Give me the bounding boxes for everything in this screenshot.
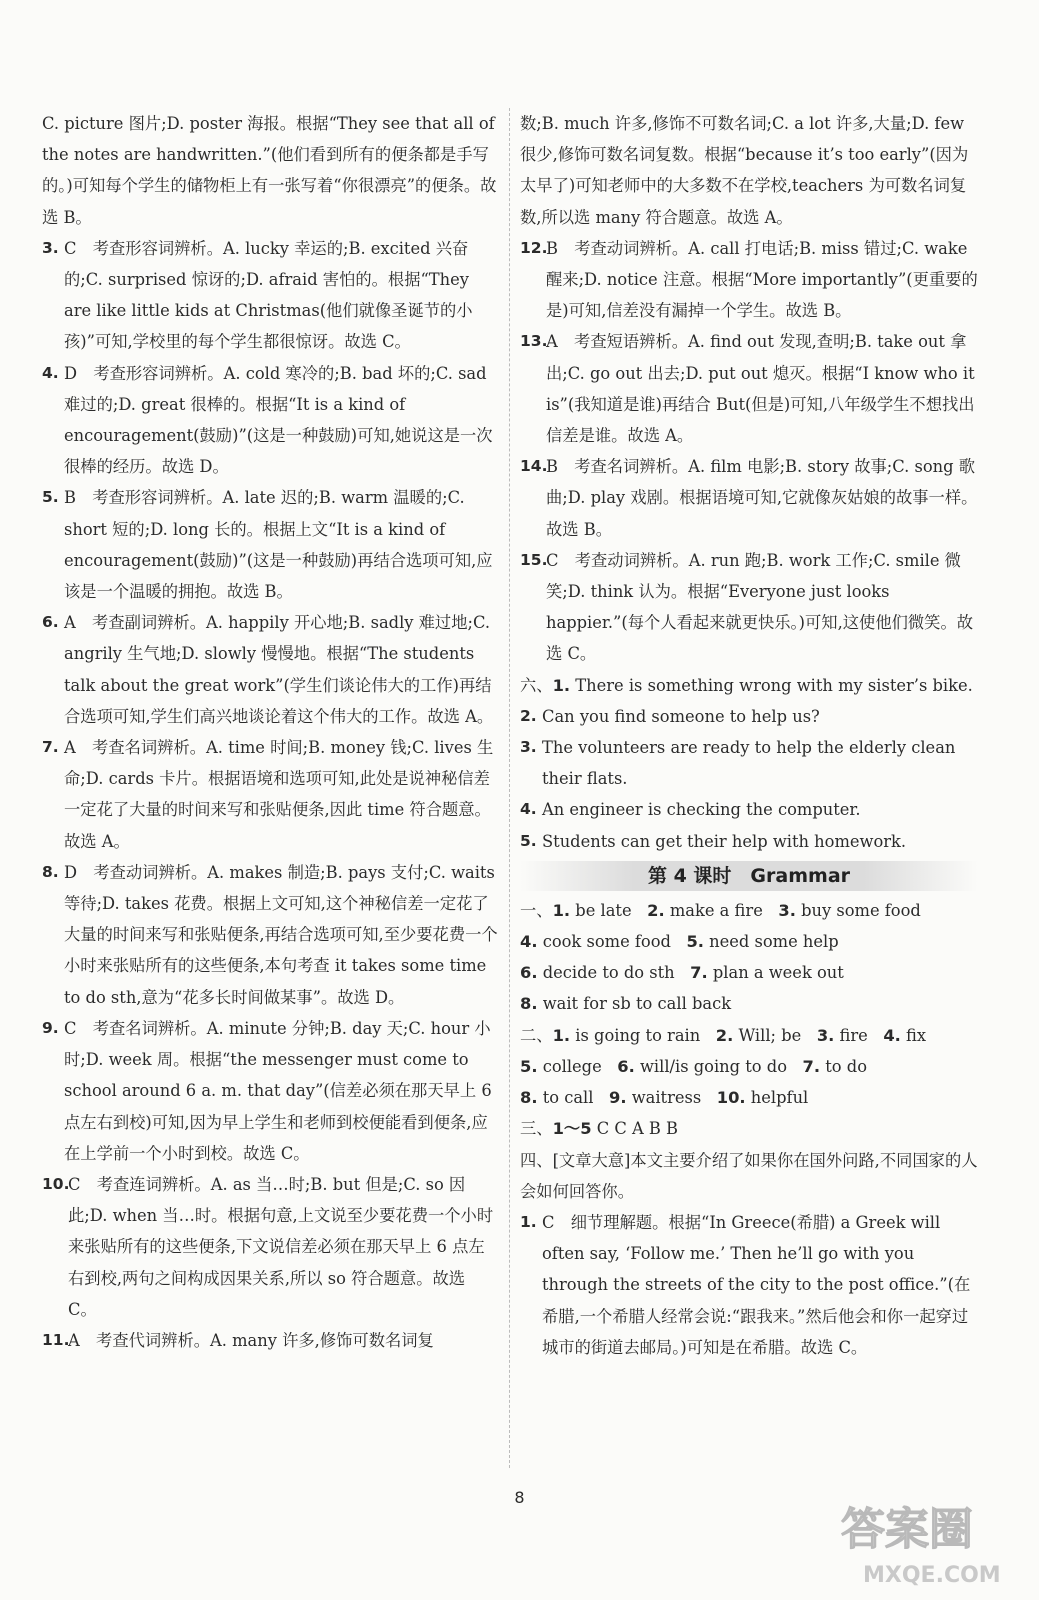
sentence-text: There is something wrong with my sister’s bike. bbox=[575, 675, 973, 695]
sentence-text: Can you find someone to help us? bbox=[542, 706, 820, 726]
answer-text: C 考查形容词辨析。A. lucky 幸运的;B. excited 兴奋的;C. surprised 惊讶的;D. afraid 害怕的。根据“They are like little kids at Christmas(他们就像圣诞节的小孩)”可知,学校里的每个学生都很惊讶。故选 C。 bbox=[64, 238, 473, 352]
answer-text: A 考查代词辨析。A. many 许多,修饰可数名词复 bbox=[68, 1330, 434, 1350]
answer-item bbox=[42, 358, 498, 483]
answer-text: A 考查名词辨析。A. time 时间;B. money 钱;C. lives 生命;D. cards 卡片。根据语境和选项可知,此处是说神秘信差一定花了大量的时间来写和张贴便条,因此 time 符合题意。故选 A。 bbox=[64, 738, 494, 851]
grammar-answer: Will; be bbox=[738, 1025, 802, 1045]
grammar-lead: 三、 bbox=[520, 1119, 553, 1139]
grammar-number: 7. bbox=[802, 1056, 821, 1076]
sentence-item bbox=[520, 794, 978, 825]
svg-text:答案圈: 答案圈 bbox=[841, 1504, 973, 1555]
grammar-number: 2. bbox=[715, 1025, 734, 1045]
grammar-number: 1～5 bbox=[552, 1119, 592, 1139]
grammar-answer: need some help bbox=[709, 932, 839, 952]
answer-item bbox=[42, 1325, 498, 1356]
grammar-line bbox=[520, 957, 978, 988]
sentence-text: An engineer is checking the computer. bbox=[542, 800, 861, 820]
sentence-item bbox=[520, 670, 978, 701]
answer-item bbox=[42, 482, 498, 607]
answer-item bbox=[42, 1013, 498, 1169]
answer-text: C 考查连词辨析。A. as 当…时;B. but 但是;C. so 因此;D. when 当…时。根据句意,上文说至少要花费一个小时来张贴所有的这些便条,下文说信差必须在那天早上 6 点左右到校,两句之间构成因果关系,所以 so 符合题意。故选 C。 bbox=[68, 1174, 494, 1319]
answer-item bbox=[520, 326, 978, 451]
grammar-answer: fix bbox=[906, 1025, 927, 1045]
section-six-lead: 六、 bbox=[520, 675, 553, 695]
answer-number: 10. bbox=[42, 1174, 70, 1193]
sentence-number: 1. bbox=[552, 675, 571, 695]
section-four-intro bbox=[520, 1145, 978, 1207]
grammar-line bbox=[520, 926, 978, 957]
grammar-number: 8. bbox=[520, 994, 538, 1014]
grammar-number: 1. bbox=[552, 900, 571, 920]
grammar-number: 3. bbox=[778, 900, 796, 920]
answer-text: C 考查动词辨析。A. run 跑;B. work 工作;C. smile 微笑;D. think 认为。根据“Everyone just looks happier.”(每个人看起来就更快乐。)可知,这使他们微笑。故选 C。 bbox=[546, 550, 974, 664]
right-items bbox=[520, 108, 978, 670]
sentence-text: The volunteers are ready to help the elderly clean their flats. bbox=[542, 738, 956, 789]
answer-text: 数;B. much 许多,修饰不可数名词;C. a lot 许多,大量;D. few 很少,修饰可数名词复数。根据“because it’s too early”(因为太早了)可知老师中的大多数不在学校,teachers 为可数名词复数,所以选 many 符合题意。故选 A。 bbox=[520, 114, 969, 227]
grammar-answers bbox=[520, 895, 978, 1145]
grammar-lead: 二、 bbox=[520, 1025, 553, 1045]
grammar-line bbox=[520, 1082, 978, 1113]
grammar-answer: is going to rain bbox=[575, 1025, 701, 1045]
grammar-line bbox=[520, 1020, 978, 1051]
right-column bbox=[520, 108, 978, 1363]
page-number: 8 bbox=[514, 1488, 525, 1507]
q1-text: C 细节理解题。根据“In Greece(希腊) a Greek will often say, ‘Follow me.’ Then he’ll go with you through the streets of the city to the post office.”(在希腊,一个希腊人经常会说:“跟我来。”然后他会和你一起穿过城市的街道去邮局。)可知是在希腊。故选 C。 bbox=[542, 1212, 971, 1357]
grammar-lead: 一、 bbox=[520, 900, 553, 920]
sentence-number: 4. bbox=[520, 800, 537, 819]
grammar-number: 3. bbox=[816, 1025, 835, 1045]
grammar-answer: fire bbox=[839, 1025, 868, 1045]
grammar-number: 4. bbox=[883, 1025, 901, 1045]
section-four-lead: 四、 bbox=[520, 1150, 553, 1170]
grammar-answer: wait for sb to call back bbox=[542, 994, 732, 1014]
grammar-answer: decide to do sth bbox=[542, 963, 675, 983]
answer-item bbox=[42, 108, 498, 233]
sentence-number: 5. bbox=[520, 831, 537, 850]
answer-item bbox=[42, 233, 498, 358]
answer-text: C 考查名词辨析。A. minute 分钟;B. day 天;C. hour 小时;D. week 周。根据“the messenger must come to school around 6 a. m. that day”(信差必须在那天早上 6 点左右到校)可知,因为早上学生和老师到校便能看到便条,应在上学前一个小时到校。故选 C。 bbox=[64, 1018, 492, 1163]
grammar-answer: plan a week out bbox=[712, 963, 844, 983]
grammar-number: 9. bbox=[609, 1088, 627, 1108]
grammar-line bbox=[520, 1051, 978, 1082]
sentence-number: 3. bbox=[520, 738, 537, 757]
grammar-line bbox=[520, 895, 978, 926]
answer-item bbox=[42, 607, 498, 732]
answer-number: 5. bbox=[42, 488, 59, 507]
grammar-number: 2. bbox=[647, 900, 665, 920]
answer-number: 14. bbox=[520, 457, 548, 476]
grammar-number: 7. bbox=[690, 963, 708, 983]
grammar-number: 8. bbox=[520, 1088, 538, 1108]
section-four-q1 bbox=[520, 1207, 978, 1363]
sentence-item bbox=[520, 826, 978, 857]
answer-number: 9. bbox=[42, 1018, 59, 1037]
svg-text:MXQE.COM: MXQE.COM bbox=[863, 1563, 1001, 1588]
grammar-answer: to do bbox=[825, 1056, 867, 1076]
grammar-answer: cook some food bbox=[542, 932, 671, 952]
answer-number: 3. bbox=[42, 238, 59, 257]
answer-number: 15. bbox=[520, 550, 548, 569]
section-six bbox=[520, 670, 978, 857]
grammar-number: 6. bbox=[617, 1056, 635, 1076]
sentence-text: Students can get their help with homework. bbox=[542, 831, 907, 851]
sentence-item bbox=[520, 701, 978, 732]
grammar-answer: college bbox=[542, 1056, 602, 1076]
grammar-number: 5. bbox=[686, 932, 704, 952]
summary-text: 本文主要介绍了如果你在国外问路,不同国家的人会如何回答你。 bbox=[520, 1150, 978, 1201]
grammar-line bbox=[520, 1113, 978, 1144]
watermark-logo bbox=[833, 1492, 1023, 1592]
grammar-answer: helpful bbox=[750, 1088, 809, 1108]
sentence-item bbox=[520, 732, 978, 794]
answer-item bbox=[520, 545, 978, 670]
column-divider bbox=[509, 108, 510, 1468]
q1-number: 1. bbox=[520, 1212, 537, 1231]
grammar-number: 6. bbox=[520, 963, 538, 983]
answer-number: 11. bbox=[42, 1330, 70, 1349]
grammar-number: 4. bbox=[520, 932, 538, 952]
grammar-answer: C C A B B bbox=[596, 1119, 679, 1139]
answer-number: 4. bbox=[42, 363, 59, 382]
grammar-number: 5. bbox=[520, 1056, 538, 1076]
answer-number: 13. bbox=[520, 332, 548, 351]
answer-item bbox=[520, 108, 978, 233]
grammar-number: 10. bbox=[716, 1088, 746, 1108]
grammar-answer: to call bbox=[542, 1088, 594, 1108]
grammar-line bbox=[520, 988, 978, 1019]
answer-number: 7. bbox=[42, 738, 59, 757]
answer-item bbox=[42, 857, 498, 1013]
answer-text: B 考查动词辨析。A. call 打电话;B. miss 错过;C. wake 醒来;D. notice 注意。根据“More importantly”(更重要的是)可知,信差没有漏掉一个学生。故选 B。 bbox=[546, 238, 978, 321]
answer-item bbox=[520, 451, 978, 545]
answer-text: D 考查动词辨析。A. makes 制造;B. pays 支付;C. waits 等待;D. takes 花费。根据上文可知,这个神秘信差一定花了大量的时间来写和张贴便条,再结合选项可知,至少要花费一个小时来张贴所有的这些便条,本句考查 it takes some time to do sth,意为“花多长时间做某事”。故选 D。 bbox=[64, 862, 498, 1007]
answer-number: 8. bbox=[42, 862, 59, 881]
answer-text: B 考查形容词辨析。A. late 迟的;B. warm 温暖的;C. short 短的;D. long 长的。根据上文“It is a kind of encouragement(鼓励)”(这是一种鼓励)再结合选项可知,应该是一个温暖的拥抱。故选 B。 bbox=[64, 488, 493, 602]
left-column bbox=[42, 108, 498, 1356]
answer-text: D 考查形容词辨析。A. cold 寒冷的;B. bad 坏的;C. sad 难过的;D. great 很棒的。根据“It is a kind of encouragement(鼓励)”(这是一种鼓励)可知,她说这是一次很棒的经历。故选 D。 bbox=[64, 363, 493, 477]
answer-item bbox=[520, 233, 978, 327]
grammar-answer: buy some food bbox=[801, 900, 921, 920]
answer-text: A 考查短语辨析。A. find out 发现,查明;B. take out 拿出;C. go out 出去;D. put out 熄灭。根据“I know who it is”(我知道是谁)再结合 But(但是)可知,八年级学生不想找出信差是谁。故选 A。 bbox=[546, 332, 975, 446]
grammar-answer: waitress bbox=[631, 1088, 702, 1108]
grammar-number: 1. bbox=[552, 1025, 571, 1045]
answer-number: 12. bbox=[520, 238, 548, 257]
section-title: 第 4 课时 Grammar bbox=[520, 861, 978, 891]
grammar-answer: will/is going to do bbox=[639, 1056, 788, 1076]
answer-text: B 考查名词辨析。A. film 电影;B. story 故事;C. song 歌曲;D. play 戏剧。根据语境可知,它就像灰姑娘的故事一样。故选 B。 bbox=[546, 457, 978, 539]
answer-number: 6. bbox=[42, 613, 59, 632]
grammar-answer: make a fire bbox=[669, 900, 763, 920]
sentence-number: 2. bbox=[520, 706, 537, 725]
summary-tag: [文章大意] bbox=[552, 1150, 631, 1170]
answer-text: A 考查副词辨析。A. happily 开心地;B. sadly 难过地;C. angrily 生气地;D. slowly 慢慢地。根据“The students talk about the great work”(学生们谈论伟大的工作)再结合选项可知,学生们高兴地谈论着这个伟大的工作。故选 A。 bbox=[64, 613, 494, 726]
answer-item bbox=[42, 1169, 498, 1325]
answer-text: C. picture 图片;D. poster 海报。根据“They see that all of the notes are handwritten.”(他们看到所有的便条都是手写的。)可知每个学生的储物柜上有一张写着“你很漂亮”的便条。故选 B。 bbox=[42, 114, 497, 227]
grammar-answer: be late bbox=[575, 900, 632, 920]
answer-item bbox=[42, 732, 498, 857]
